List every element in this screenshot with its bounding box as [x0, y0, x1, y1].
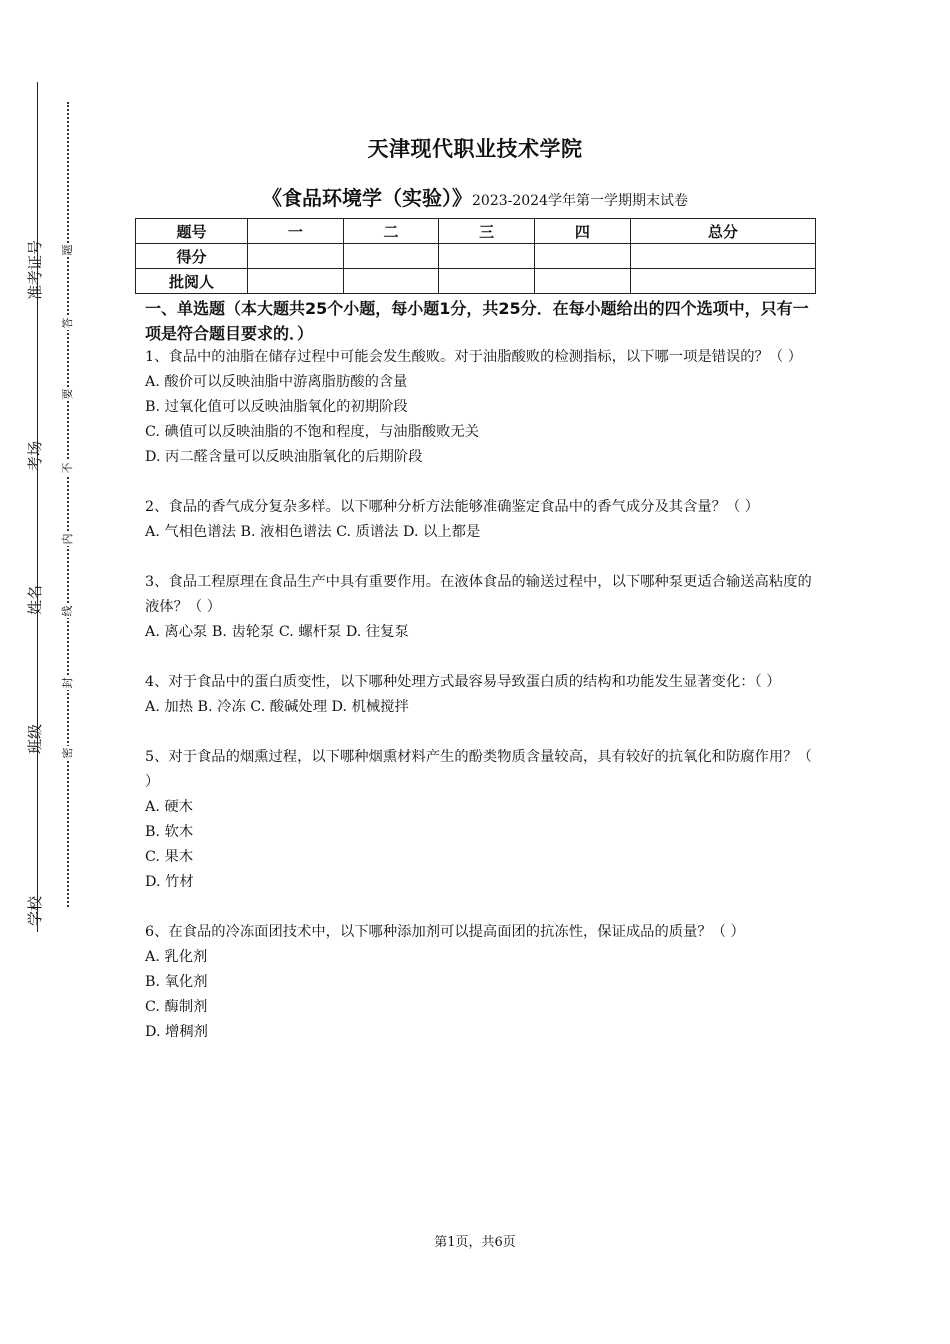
seal-char: 内: [61, 533, 74, 545]
seal-char: 答: [61, 317, 74, 329]
grader-cell[interactable]: [439, 269, 535, 294]
margin-field-school: 学校: [26, 896, 44, 927]
score-table-header-row: [136, 219, 816, 244]
question-option: C. 酶制剂: [145, 999, 208, 1015]
question-options: A. 气相色谱法 B. 液相色谱法 C. 质谱法 D. 以上都是: [145, 524, 481, 540]
question-option: D. 竹材: [145, 874, 194, 890]
question-option: C. 果木: [145, 849, 194, 865]
seal-char: 不: [61, 462, 74, 474]
score-cell[interactable]: [630, 244, 815, 269]
seal-char: 密: [61, 747, 74, 759]
score-table-row-header: 批阅人: [136, 269, 248, 294]
seal-char: 封: [61, 677, 74, 689]
question-option: B. 软木: [145, 824, 194, 840]
question-1: [145, 345, 817, 470]
score-cell[interactable]: [439, 244, 535, 269]
question-2: [145, 495, 817, 545]
question-option: A. 乳化剂: [145, 949, 208, 965]
question-stem: 5、对于食品的烟熏过程，以下哪种烟熏材料产生的酚类物质含量较高，具有较好的抗氧化和防腐作用？（ ）: [145, 749, 812, 790]
question-6: [145, 920, 817, 1045]
question-options: A. 离心泵 B. 齿轮泵 C. 螺杆泵 D. 往复泵: [145, 624, 409, 640]
question-option: D. 丙二醛含量可以反映油脂氧化的后期阶段: [145, 449, 423, 465]
question-stem: 6、在食品的冷冻面团技术中，以下哪种添加剂可以提高面团的抗冻性，保证成品的质量？（ ）: [145, 924, 745, 940]
score-table-col-header: 一: [248, 219, 344, 244]
course-name: 《食品环境学（实验）》: [262, 186, 472, 210]
question-stem: 2、食品的香气成分复杂多样。以下哪种分析方法能够准确鉴定食品中的香气成分及其含量？（ ）: [145, 499, 760, 515]
question-list: [145, 345, 817, 1045]
question-option: A. 酸价可以反映油脂中游离脂肪酸的含量: [145, 374, 408, 390]
score-table: [135, 218, 816, 294]
section-title: 一、单选题（本大题共25个小题，每小题1分，共25分．在每小题给出的四个选项中，只有一项是符合题目要求的．）: [145, 299, 809, 343]
school-title: 天津现代职业技术学院: [367, 137, 583, 161]
exam-term: 2023-2024学年第一学期期末试卷: [472, 193, 688, 209]
question-option: D. 增稠剂: [145, 1024, 208, 1040]
margin-field-exam-number: 准考证号: [26, 239, 44, 300]
question-option: C. 碘值可以反映油脂的不饱和程度，与油脂酸败无关: [145, 424, 480, 440]
grader-cell[interactable]: [248, 269, 344, 294]
score-table-col-header: 二: [343, 219, 439, 244]
margin-field-class: 班级: [26, 724, 44, 755]
question-3: [145, 570, 817, 645]
grader-cell[interactable]: [535, 269, 631, 294]
score-table-row-grader: [136, 269, 816, 294]
question-options: A. 加热 B. 冷冻 C. 酸碱处理 D. 机械搅拌: [145, 699, 409, 715]
seal-dotted-line: [67, 102, 69, 907]
question-stem: 1、食品中的油脂在储存过程中可能会发生酸败。对于油脂酸败的检测指标，以下哪一项是错误的？（ ）: [145, 349, 802, 365]
score-cell[interactable]: [248, 244, 344, 269]
grader-cell[interactable]: [630, 269, 815, 294]
margin-field-name: 姓名: [26, 585, 44, 616]
margin-field-exam-room: 考场: [26, 441, 44, 472]
seal-char: 线: [61, 605, 74, 617]
score-table-col-header: 题号: [136, 219, 248, 244]
seal-char: 要: [61, 388, 74, 400]
seal-char: 题: [61, 244, 74, 256]
score-cell[interactable]: [535, 244, 631, 269]
question-option: B. 氧化剂: [145, 974, 208, 990]
score-table-col-header: 三: [439, 219, 535, 244]
question-4: [145, 670, 817, 720]
question-5: [145, 745, 817, 895]
score-table-row-header: 得分: [136, 244, 248, 269]
question-stem: 3、食品工程原理在食品生产中具有重要作用。在液体食品的输送过程中，以下哪种泵更适合输送高粘度的液体？（ ）: [145, 574, 812, 615]
score-table-col-header: 四: [535, 219, 631, 244]
grader-cell[interactable]: [343, 269, 439, 294]
question-option: B. 过氧化值可以反映油脂氧化的初期阶段: [145, 399, 408, 415]
exam-title: [0, 182, 950, 211]
question-stem: 4、对于食品中的蛋白质变性，以下哪种处理方式最容易导致蛋白质的结构和功能发生显著变化：（ ）: [145, 674, 781, 690]
score-table-col-header: 总分: [630, 219, 815, 244]
page-number: 第1页，共6页: [434, 1235, 516, 1250]
score-table-row-score: [136, 244, 816, 269]
question-option: A. 硬木: [145, 799, 194, 815]
score-cell[interactable]: [343, 244, 439, 269]
